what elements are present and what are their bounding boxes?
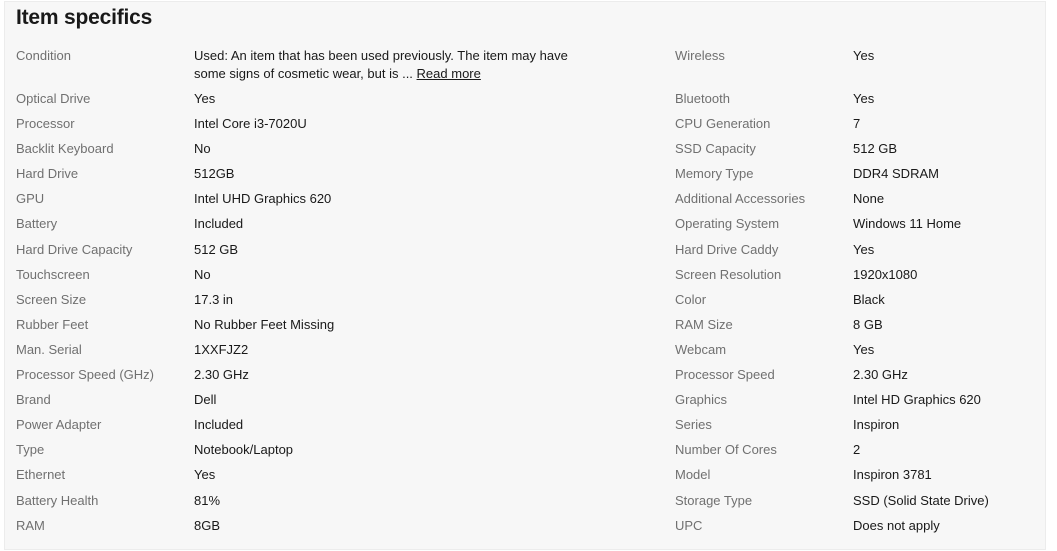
spec-label: GPU (16, 191, 45, 207)
spec-value: Yes (853, 91, 875, 106)
spec-row (675, 190, 1043, 215)
spec-value: Black (853, 291, 885, 307)
spec-row (675, 90, 1043, 115)
spec-row (16, 316, 589, 341)
spec-label: Storage Type (675, 492, 753, 508)
spec-label: Type (16, 442, 45, 458)
spec-row (675, 341, 1043, 366)
spec-label: Graphics (675, 392, 728, 408)
spec-value: None (853, 191, 885, 207)
spec-value: 2 (853, 442, 861, 458)
spec-label: Wireless (675, 48, 725, 63)
spec-row (675, 47, 1043, 90)
spec-value: Intel UHD Graphics 620 (194, 191, 332, 207)
spec-label: CPU Generation (675, 116, 771, 132)
spec-label: RAM (16, 517, 45, 533)
spec-row (675, 517, 1043, 542)
spec-label: Number Of Cores (675, 442, 777, 458)
spec-value: Inspiron (853, 417, 900, 433)
spec-label: UPC (675, 517, 703, 533)
spec-value: Inspiron 3781 (853, 467, 932, 483)
spec-value: Does not apply (853, 517, 940, 533)
spec-row (16, 517, 589, 542)
spec-value: 17.3 in (194, 291, 234, 307)
spec-value: 2.30 GHz (853, 367, 908, 383)
spec-value: Windows 11 Home (853, 216, 962, 232)
spec-value: SSD (Solid State Drive) (853, 492, 989, 508)
spec-value: Yes (853, 341, 875, 357)
condition-description (194, 47, 589, 83)
spec-row (16, 90, 589, 115)
spec-value: 8GB (194, 517, 221, 533)
spec-value: No Rubber Feet Missing (194, 316, 335, 332)
spec-value: 8 GB (853, 316, 883, 332)
spec-label: Webcam (675, 341, 727, 357)
spec-value: DDR4 SDRAM (853, 166, 939, 182)
spec-label: Operating System (675, 216, 780, 232)
spec-label: Model (675, 467, 711, 483)
spec-label: Condition (16, 48, 71, 63)
spec-label: Processor Speed (GHz) (16, 367, 154, 383)
spec-row (16, 241, 589, 266)
spec-row (675, 391, 1043, 416)
spec-value: Yes (853, 241, 875, 257)
spec-label: Hard Drive Caddy (675, 241, 779, 257)
spec-row (16, 466, 589, 491)
spec-label: Brand (16, 392, 51, 408)
spec-row (675, 140, 1043, 165)
spec-row-condition (16, 47, 589, 90)
spec-row (16, 391, 589, 416)
item-specifics-panel (4, 1, 1046, 550)
spec-row (16, 190, 589, 215)
spec-value: 7 (853, 116, 861, 132)
spec-value: 512 GB (194, 241, 239, 257)
spec-value: Included (194, 216, 244, 232)
spec-value: Intel Core i3-7020U (194, 116, 307, 132)
spec-label: Ethernet (16, 467, 66, 483)
spec-label: Screen Resolution (675, 266, 782, 282)
spec-row (675, 492, 1043, 517)
spec-value: 1XXFJZ2 (194, 341, 249, 357)
spec-label: Additional Accessories (675, 191, 806, 207)
spec-row (16, 441, 589, 466)
spec-row (675, 366, 1043, 391)
spec-row (675, 441, 1043, 466)
spec-label: Hard Drive (16, 166, 79, 182)
spec-row (16, 266, 589, 291)
spec-label: Processor (16, 116, 75, 132)
spec-row (16, 140, 589, 165)
spec-row (675, 266, 1043, 291)
spec-label: Backlit Keyboard (16, 141, 114, 157)
spec-label: SSD Capacity (675, 141, 756, 157)
spec-value: 2.30 GHz (194, 367, 249, 383)
spec-row (16, 416, 589, 441)
spec-label: Memory Type (675, 166, 754, 182)
spec-label: Processor Speed (675, 367, 775, 383)
spec-row (16, 215, 589, 240)
spec-row (675, 215, 1043, 240)
spec-value: No (194, 141, 211, 157)
read-more-link[interactable]: Read more (416, 66, 481, 81)
spec-row (16, 366, 589, 391)
spec-row (675, 416, 1043, 441)
spec-label: Color (675, 291, 707, 307)
spec-label: Man. Serial (16, 341, 82, 357)
spec-value: Dell (194, 392, 217, 408)
spec-value: Notebook/Laptop (194, 442, 294, 458)
spec-label: Power Adapter (16, 417, 102, 433)
spec-value: 81% (194, 492, 221, 508)
spec-label: RAM Size (675, 316, 733, 332)
spec-value: No (194, 266, 211, 282)
spec-label: Series (675, 417, 712, 433)
spec-row (16, 291, 589, 316)
spec-value: 1920x1080 (853, 266, 918, 282)
spec-value: Included (194, 417, 244, 433)
spec-row (675, 115, 1043, 140)
spec-value: 512 GB (853, 141, 898, 157)
condition-text: Used: An item that has been used previously. The item may have some signs of cosmetic wear, but is ... (194, 48, 568, 81)
spec-label: Touchscreen (16, 266, 90, 282)
spec-row (675, 466, 1043, 491)
spec-label: Rubber Feet (16, 316, 89, 332)
spec-row (16, 115, 589, 140)
section-title: Item specifics (16, 6, 153, 29)
specifics-left-column (16, 47, 589, 542)
specifics-right-column (675, 47, 1043, 542)
spec-label: Hard Drive Capacity (16, 241, 133, 257)
spec-label: Battery Health (16, 492, 99, 508)
spec-row (16, 492, 589, 517)
spec-row (16, 341, 589, 366)
spec-label: Battery (16, 216, 58, 232)
spec-value: 512GB (194, 166, 235, 182)
spec-label: Bluetooth (675, 91, 730, 106)
spec-row (16, 165, 589, 190)
spec-row (675, 165, 1043, 190)
spec-label: Screen Size (16, 291, 87, 307)
spec-label: Optical Drive (16, 91, 91, 106)
spec-value: Intel HD Graphics 620 (853, 392, 981, 408)
spec-value: Yes (853, 48, 875, 63)
spec-row (675, 241, 1043, 266)
spec-value: Yes (194, 91, 216, 106)
spec-row (675, 316, 1043, 341)
spec-row (675, 291, 1043, 316)
spec-value: Yes (194, 467, 216, 483)
